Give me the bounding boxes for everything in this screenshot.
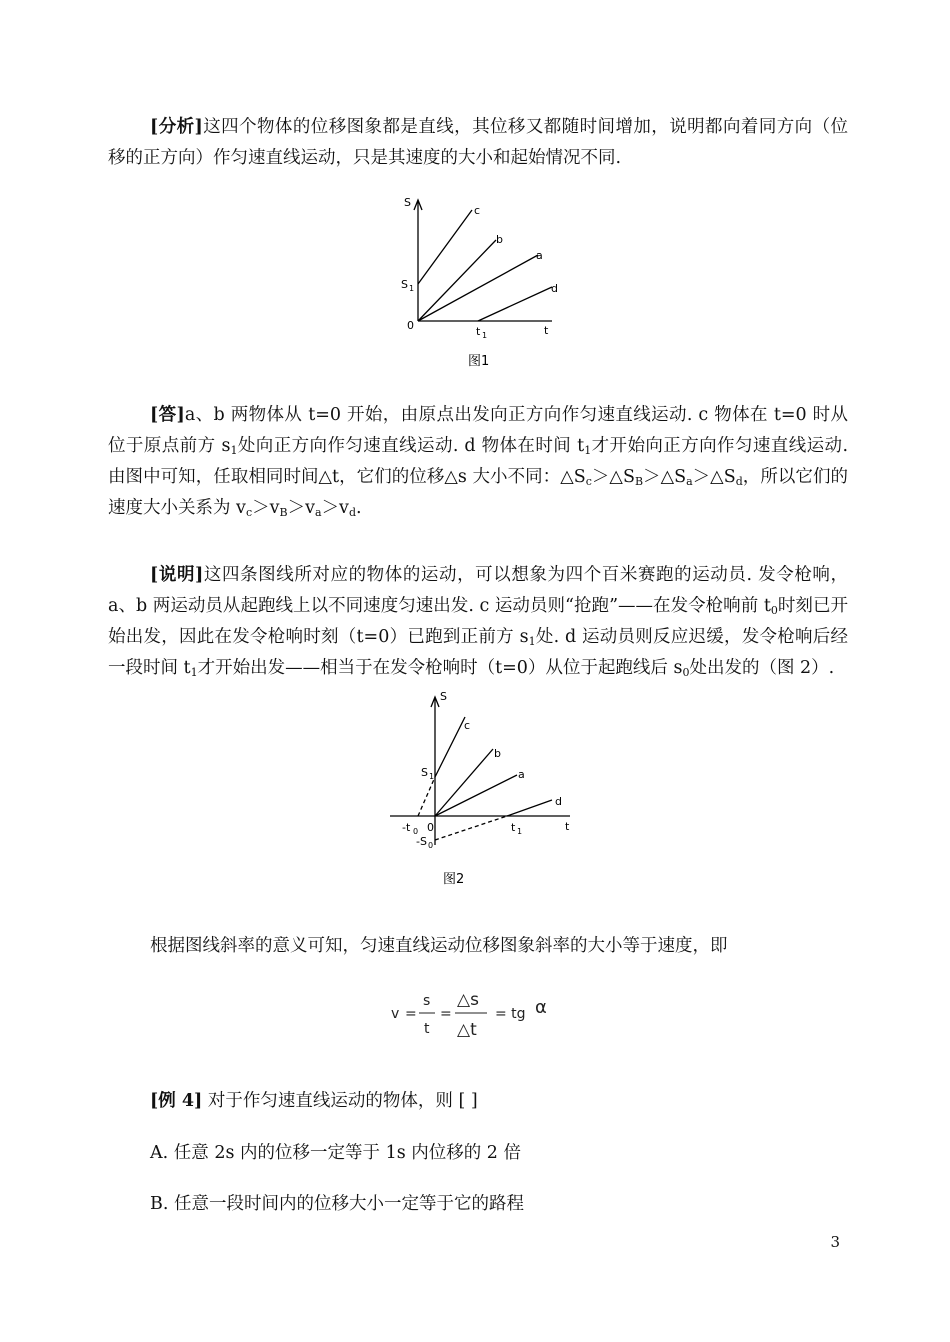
fig1-label-c: c [474,204,481,217]
answer-gt-1: ＞△S [591,467,635,487]
example-tag: [例 4] [150,1091,203,1111]
explain-sub-t1: 1 [190,666,198,679]
fig1-label-b: b [496,233,503,246]
answer-tag: [答] [150,405,185,425]
answer-text-2: 处向正方向作匀速直线运动. d 物体在时间 t [237,436,585,456]
answer-sub-vd: d [348,506,356,519]
fig1-line-a [418,255,538,321]
fig2-label-s: S [440,690,447,703]
fig1-label-a: a [536,249,543,262]
fig2-label-s0-sub: 0 [428,841,434,850]
slope-text: 根据图线斜率的意义可知，匀速直线运动位移图象斜率的大小等于速度，即 [150,936,728,956]
formula-ds: △s [457,990,479,1010]
explain-text-1: 这四条图线所对应的物体的运动，可以想象为四个百米赛跑的运动员. 发令枪响，a、b 两运动员从起跑线上以不同速度匀速出发. c 运动员则“抢跑”——在发令枪响前 t [108,565,849,616]
formula-alpha: α [535,997,547,1018]
fig2-label-origin: 0 [427,821,434,834]
explain-paragraph [108,560,848,684]
formula-eq3: = tg [495,1006,526,1022]
explain-sub-t0: 0 [770,604,778,617]
fig1-label-origin: 0 [407,319,414,332]
answer-sub-sa: a [686,475,693,488]
answer-vgt-1: ＞v [252,498,280,518]
answer-sub-t1: 1 [584,444,592,457]
explain-tag: [说明] [150,565,204,585]
answer-sub-sb: B [634,475,644,488]
answer-gt-2: ＞△S [643,467,687,487]
explain-sub-s1: 1 [528,635,536,648]
explain-text-2: 时刻已开始出发，因此在发令枪响时刻（t=0）已跑到正前方 s [108,596,848,647]
answer-end: . [356,498,362,518]
example-text: 对于作匀速直线运动的物体，则 [ ] [202,1091,478,1111]
explain-text-5: 处出发的（图 2）. [689,658,835,678]
formula-eq2: = [440,1006,452,1022]
answer-sub-va: a [315,506,322,519]
fig2-line-d-ext [435,816,507,840]
fig1-caption: 图1 [468,354,490,369]
fig1-label-t1-sub: 1 [482,331,488,340]
fig2-line-a [435,775,517,816]
analysis-paragraph [108,112,848,174]
answer-vgt-3: ＞v [321,498,349,518]
answer-text-4: ，所以它们的速度大小关系为 v [108,467,849,518]
formula-v: v [391,1006,400,1022]
answer-gt-3: ＞△S [692,467,736,487]
fig1-label-s1: S [401,278,408,291]
page-number: 3 [830,1233,840,1251]
answer-text-1: a、b 两物体从 t=0 开始，由原点出发向正方向作匀速直线运动. c 物体在 t=0 时从位于原点前方 s [108,405,848,456]
fig2-line-c [435,717,465,777]
fig2-label-s1-sub: 1 [429,772,435,781]
answer-text-3: 才开始向正方向作匀速直线运动. 由图中可知，任取相同时间△t，它们的位移△s 大小不同：△S [108,436,849,487]
fig2-label-c: c [464,719,471,732]
fig1-label-t: t [544,324,549,337]
formula-eq1: = [405,1006,417,1022]
fig1-line-b [418,240,496,321]
fig2-label-t1: t [511,821,516,834]
formula-t: t [424,1021,430,1037]
fig2-label-t0-sub: 0 [413,827,419,836]
answer-sub-vc: c [245,506,253,519]
answer-sub-s1: 1 [230,444,238,457]
fig2-label-t1-sub: 1 [517,827,523,836]
option-b: B. 任意一段时间内的位移大小一定等于它的路程 [150,1194,524,1214]
fig1-label-t1: t [476,325,481,338]
explain-sub-s0: 0 [682,666,690,679]
option-a: A. 任意 2s 内的位移一定等于 1s 内位移的 2 倍 [150,1143,522,1163]
fig1-label-d: d [551,282,558,295]
analysis-tag: [分析] [150,117,203,137]
example-line [150,1087,478,1112]
figure-1 [390,188,570,373]
fig2-label-d: d [555,795,562,808]
analysis-text: 这四个物体的位移图象都是直线，其位移又都随时间增加，说明都向着同方向（位移的正方向）作匀速直线运动，只是其速度的大小和起始情况不同. [108,117,848,168]
answer-vgt-2: ＞v [287,498,315,518]
formula [385,983,565,1043]
answer-sub-sc: c [585,475,592,488]
answer-sub-vb: B [279,506,288,519]
explain-text-3: 处. d 运动员则反应迟缓，发令枪响后经一段时间 t [108,627,849,678]
formula-dt: △t [457,1020,477,1040]
fig1-label-s: S [404,196,411,209]
fig2-label-neg-s0: -S [416,835,427,848]
fig2-label-b: b [494,747,501,760]
fig2-label-t: t [565,820,570,833]
explain-text-4: 才开始出发——相当于在发令枪响时（t=0）从位于起跑线后 s [197,658,683,678]
fig2-line-d [507,800,552,816]
fig2-caption: 图2 [443,872,465,887]
formula-s: s [423,993,431,1009]
figure-2 [380,685,585,895]
fig1-label-s1-sub: 1 [409,284,415,293]
fig2-label-a: a [518,768,525,781]
fig2-label-s1: S [421,766,428,779]
answer-paragraph [108,400,848,524]
fig1-line-d [478,287,552,321]
answer-sub-sd: d [735,475,743,488]
fig2-label-neg-t0: -t [402,821,411,834]
fig2-line-c-ext [418,777,435,816]
